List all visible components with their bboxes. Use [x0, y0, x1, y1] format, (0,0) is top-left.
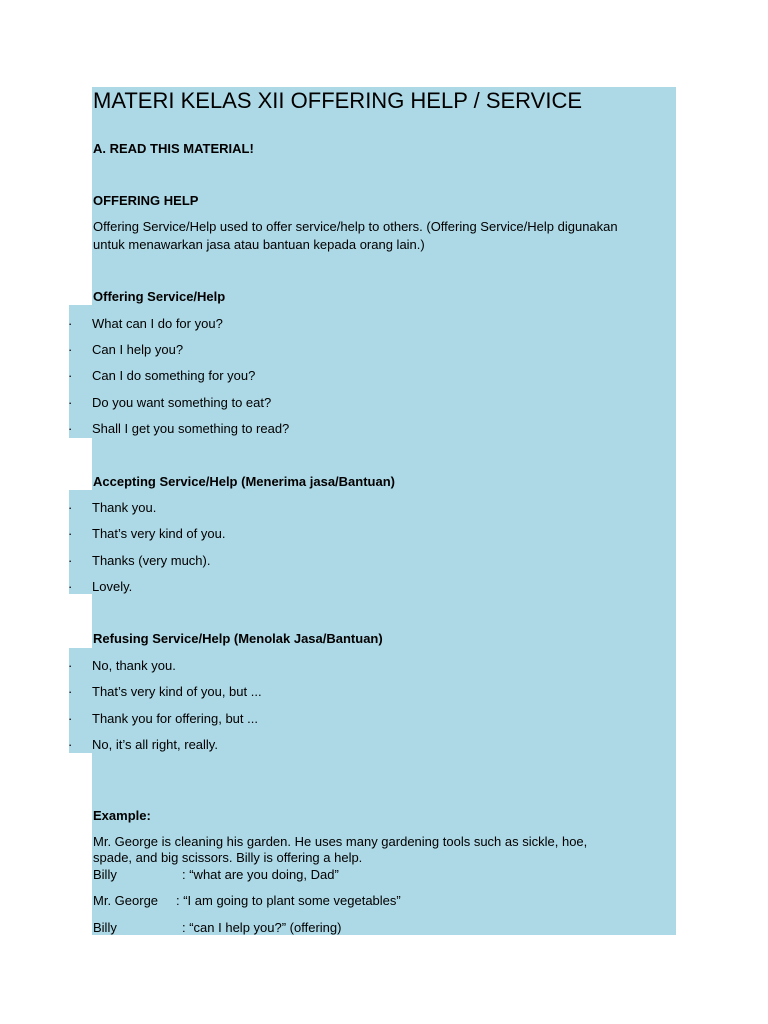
accepting-heading: Accepting Service/Help (Menerima jasa/Bantuan)	[93, 474, 395, 489]
refusing-heading: Refusing Service/Help (Menolak Jasa/Bantuan)	[93, 631, 383, 646]
accepting-item: That’s very kind of you.	[92, 526, 226, 541]
bullet-marker: ·	[68, 526, 73, 541]
bullet-marker: ·	[68, 342, 73, 357]
bullet-marker: ·	[68, 658, 73, 673]
bullet-marker: ·	[68, 711, 73, 726]
dialogue-line: : “what are you doing, Dad”	[182, 867, 339, 882]
dialogue-speaker: Billy	[93, 867, 117, 882]
dialogue-speaker: Mr. George	[93, 893, 159, 908]
accepting-item: Thanks (very much).	[92, 553, 211, 568]
bullet-marker: ·	[68, 553, 73, 568]
dialogue-speaker: Billy	[93, 920, 117, 935]
dialogue-line: : “can I help you?” (offering)	[182, 920, 342, 935]
highlight-main	[92, 87, 676, 935]
bullet-marker: ·	[68, 421, 73, 436]
offering-help-heading: OFFERING HELP	[93, 193, 199, 208]
example-paragraph-line-1: Mr. George is cleaning his garden. He uses many gardening tools such as sickle, hoe,	[93, 834, 588, 849]
refusing-item: That’s very kind of you, but ...	[92, 684, 262, 699]
offering-heading: Offering Service/Help	[93, 289, 226, 304]
offering-item: Do you want something to eat?	[92, 395, 272, 410]
accepting-item: Thank you.	[92, 500, 157, 515]
offering-item: Can I do something for you?	[92, 368, 256, 383]
intro-line-1: Offering Service/Help used to offer service/help to others. (Offering Service/Help digunakan	[93, 219, 618, 234]
bullet-marker: ·	[68, 368, 73, 383]
dialogue-line: : “I am going to plant some vegetables”	[176, 893, 401, 908]
offering-item: Can I help you?	[92, 342, 184, 357]
bullet-marker: ·	[68, 316, 73, 331]
offering-item: Shall I get you something to read?	[92, 421, 290, 436]
page-title: MATERI KELAS XII OFFERING HELP / SERVICE	[93, 88, 583, 113]
refusing-item: Thank you for offering, but ...	[92, 711, 258, 726]
refusing-item: No, it’s all right, really.	[92, 737, 218, 752]
example-paragraph-line-2: spade, and big scissors. Billy is offering a help.	[93, 850, 363, 865]
bullet-marker: ·	[68, 500, 73, 515]
refusing-item: No, thank you.	[92, 658, 176, 673]
bullet-marker: ·	[68, 579, 73, 594]
highlight-refusing-bullets	[69, 648, 93, 753]
bullet-marker: ·	[68, 737, 73, 752]
bullet-marker: ·	[68, 684, 73, 699]
highlight-accepting-bullets	[69, 490, 93, 594]
bullet-marker: ·	[68, 395, 73, 410]
accepting-item: Lovely.	[92, 579, 133, 594]
instruction-heading: A. READ THIS MATERIAL!	[93, 141, 254, 156]
offering-item: What can I do for you?	[92, 316, 223, 331]
example-heading: Example:	[93, 808, 151, 823]
intro-line-2: untuk menawarkan jasa atau bantuan kepada orang lain.)	[93, 237, 425, 252]
highlight-offering-bullets	[69, 305, 93, 438]
